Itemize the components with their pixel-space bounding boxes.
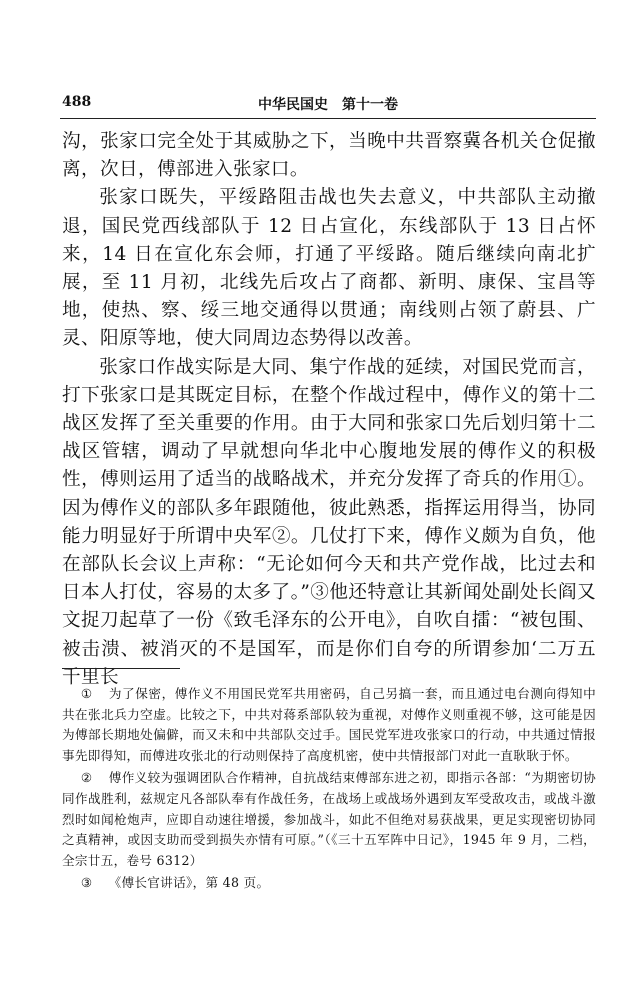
header-rule (60, 118, 596, 119)
paragraph-2: 张家口既失，平绥路阻击战也失去意义，中共部队主动撤退，国民党西线部队于 12 日占宣化，东线部队于 13 日占怀来，14 日在宣化东会师，打通了平绥路。随后继续向南北扩展，至 11 月初，北线先后攻占了商都、新明、康保、宝昌等地，使热、察、绥三地交通得以贯通；南线则占领了蔚县、广灵、阳原等地，使大同周边态势得以改善。 (62, 187, 596, 350)
footnote-2 (62, 768, 596, 871)
footnote-marker: ② (80, 770, 93, 786)
footnote-text: 为了保密，傅作义不用国民党军共用密码，自己另搞一套，而且通过电台测向得知中共在张北兵力空虚。比较之下，中共对蒋系部队较为重视，对傅作义则重视不够，这可能是因为傅部长期地处偏僻，而又未和中共部队交过手。国民党军进攻张家口的行动，中共通过情报事先即得知，而傅进攻张北的行动则保持了高度机密，使中共情报部门对此一直耿耿于怀。 (62, 686, 596, 763)
footnote-1 (62, 684, 596, 766)
footnotes (62, 684, 596, 896)
footnote-rule (62, 668, 180, 669)
paragraph-1: 沟，张家口完全处于其威胁之下，当晚中共晋察冀各机关仓促撤离，次日，傅部进入张家口。 (62, 131, 596, 181)
footnote-marker: ① (80, 686, 93, 701)
footnote-3 (62, 873, 596, 894)
footnote-text: 《傅长官讲话》，第 48 页。 (108, 875, 270, 891)
paragraph-3: 张家口作战实际是大同、集宁作战的延续，对国民党而言，打下张家口是其既定目标，在整个作战过程中，傅作义的第十二战区发挥了至关重要的作用。由于大同和张家口先后划归第十二战区管辖，调动了早就想向华北中心腹地发展的傅作义的积极性，傅则运用了适当的战略战术，并充分发挥了奇兵的作用①。因为傅作义的部队多年跟随他，彼此熟悉，指挥运用得当，协同能力明显好于所谓中央军②。几仗打下来，傅作义颇为自负，他在部队长会议上声称：“无论如何今天和共产党作战，比过去和日本人打仗，容易的太多了。”③他还特意让其新闻处副处长阎又文捉刀起草了一份《致毛泽东的公开电》，自吹自擂：“被包围、被击溃、被消灭的不是国军，而是你们自夸的所谓参加‘二万五千里长 (62, 356, 596, 688)
running-title: 中华民国史 第十一卷 (258, 97, 398, 113)
footnote-text: 傅作义较为强调团队合作精神，自抗战结束傅部东进之初，即指示各部：“为期密切协同作战胜利，兹规定凡各部队奉有作战任务，在战场上或战场外遇到友军受敌攻击，或战斗激烈时如闻枪炮声，应即自动速往增援，参加战斗，如此不但绝对易获战果，更足实现密切协同之真精神，或因支助而受到损失亦情有可原。”（《三十五军阵中日记》，1945 年 9 月，二档，全宗廿五，卷号 6312） (62, 770, 596, 868)
footnote-marker: ③ (80, 875, 93, 891)
page-header (60, 94, 596, 114)
main-text (62, 128, 596, 692)
page-number: 488 (62, 94, 92, 110)
